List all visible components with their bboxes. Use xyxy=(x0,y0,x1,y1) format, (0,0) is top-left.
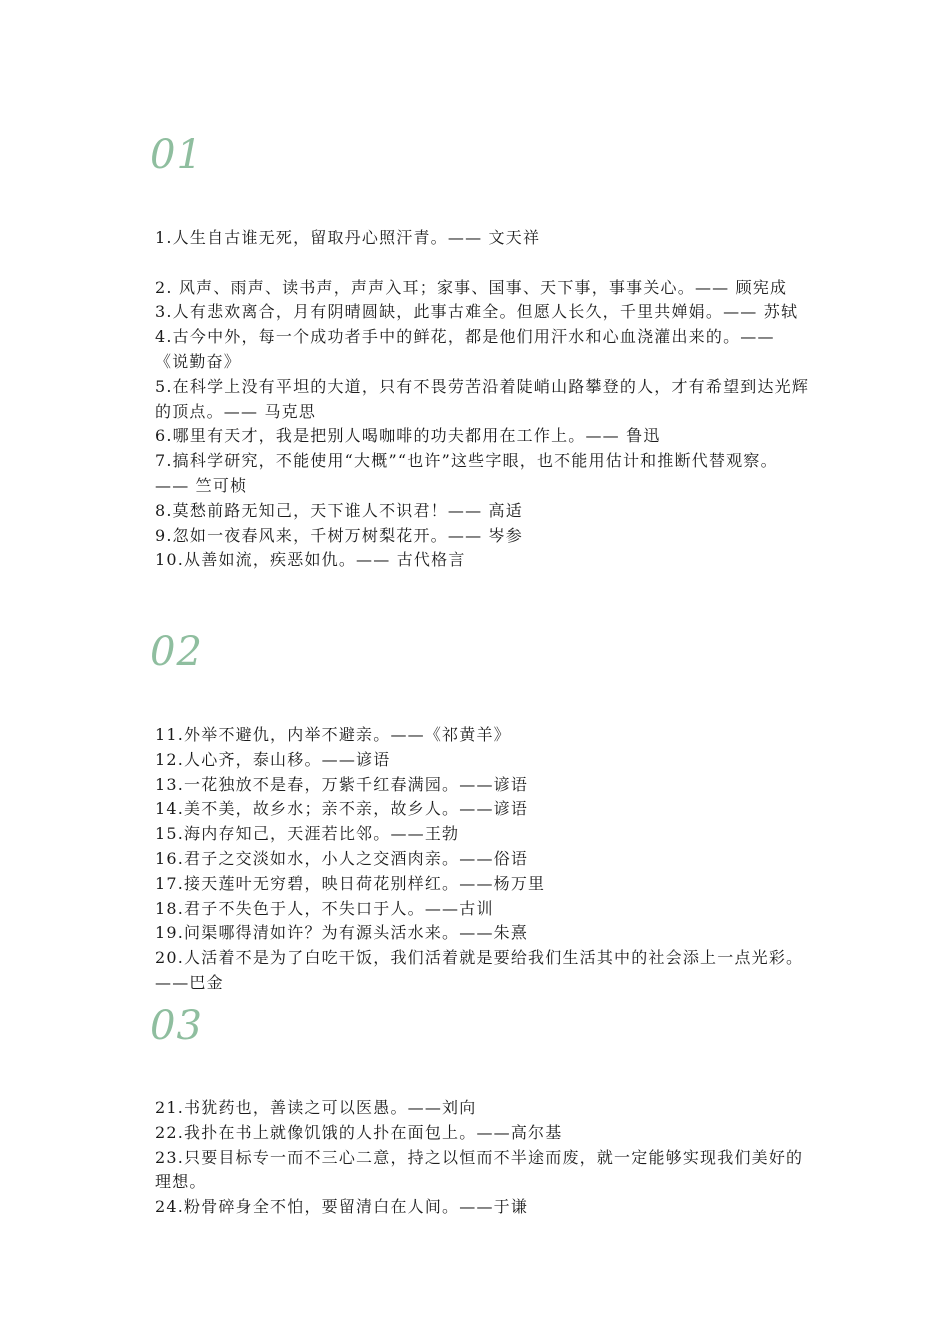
quote-item-10: 10.从善如流，疾恶如仇。—— 古代格言 xyxy=(155,550,466,570)
quote-item-24: 24.粉骨碎身全不怕，要留清白在人间。——于谦 xyxy=(155,1197,529,1217)
quote-item-19: 19.问渠哪得清如许？为有源头活水来。——朱熹 xyxy=(155,923,529,943)
quote-item-14: 14.美不美，故乡水；亲不亲，故乡人。——谚语 xyxy=(155,799,529,819)
quote-item-3: 3.人有悲欢离合，月有阴晴圆缺，此事古难全。但愿人长久，千里共婵娟。—— 苏轼 xyxy=(155,302,799,322)
quote-item-8: 8.莫愁前路无知己，天下谁人不识君！—— 高适 xyxy=(155,500,523,520)
quote-item-17: 17.接天莲叶无穷碧，映日荷花别样红。——杨万里 xyxy=(155,873,546,893)
section-number-03: 03 xyxy=(150,1003,203,1049)
section-number-02: 02 xyxy=(150,629,203,675)
quote-item-7: 7.搞科学研究，不能使用“大概”“也许”这些字眼，也不能用估计和推断代替观察。—— 竺可桢 xyxy=(155,451,778,495)
quote-item-21: 21.书犹药也，善读之可以医愚。——刘向 xyxy=(155,1098,477,1117)
quote-item-15: 15.海内存知己，天涯若比邻。——王勃 xyxy=(155,824,460,844)
quote-list-section-01 xyxy=(155,226,810,573)
quote-item-4: 4.古今中外，每一个成功者手中的鲜花，都是他们用汗水和心血浇灌出来的。—— 《说勤奋》 xyxy=(155,327,775,371)
quote-item-20: 20.人活着不是为了白吃干饭，我们活着就是要给我们生活其中的社会添上一点光彩。——巴金 xyxy=(155,948,804,992)
quote-list-section-03 xyxy=(155,1096,810,1220)
quote-item-11: 11.外举不避仇，内举不避亲。——《祁黄羊》 xyxy=(155,725,511,744)
quote-item-1: 1.人生自古谁无死，留取丹心照汗青。—— 文天祥 xyxy=(155,228,541,247)
quote-item-9: 9.忽如一夜春风来，千树万树梨花开。—— 岑参 xyxy=(155,525,523,545)
quote-item-12: 12.人心齐，泰山移。——谚语 xyxy=(155,749,391,769)
quote-item-6: 6.哪里有天才，我是把别人喝咖啡的功夫都用在工作上。—— 鲁迅 xyxy=(155,426,661,446)
quote-item-18: 18.君子不失色于人，不失口于人。——古训 xyxy=(155,898,494,918)
quote-item-23: 23.只要目标专一而不三心二意，持之以恒而不半途而废，就一定能够实现我们美好的理想。 xyxy=(155,1147,804,1192)
quote-item-22: 22.我扑在书上就像饥饿的人扑在面包上。——高尔基 xyxy=(155,1122,563,1142)
quote-list-section-02 xyxy=(155,723,810,996)
quote-item-5: 5.在科学上没有平坦的大道，只有不畏劳苦沿着陡峭山路攀登的人，才有希望到达光辉的顶点。—— 马克思 xyxy=(155,376,810,421)
quote-item-16: 16.君子之交淡如水，小人之交酒肉亲。——俗语 xyxy=(155,848,529,868)
quote-item-2: 2. 风声、雨声、读书声，声声入耳；家事、国事、天下事，事事关心。—— 顾宪成 xyxy=(155,277,788,297)
section-number-01: 01 xyxy=(150,132,203,178)
quote-item-13: 13.一花独放不是春，万紫千红春满园。——谚语 xyxy=(155,774,529,794)
